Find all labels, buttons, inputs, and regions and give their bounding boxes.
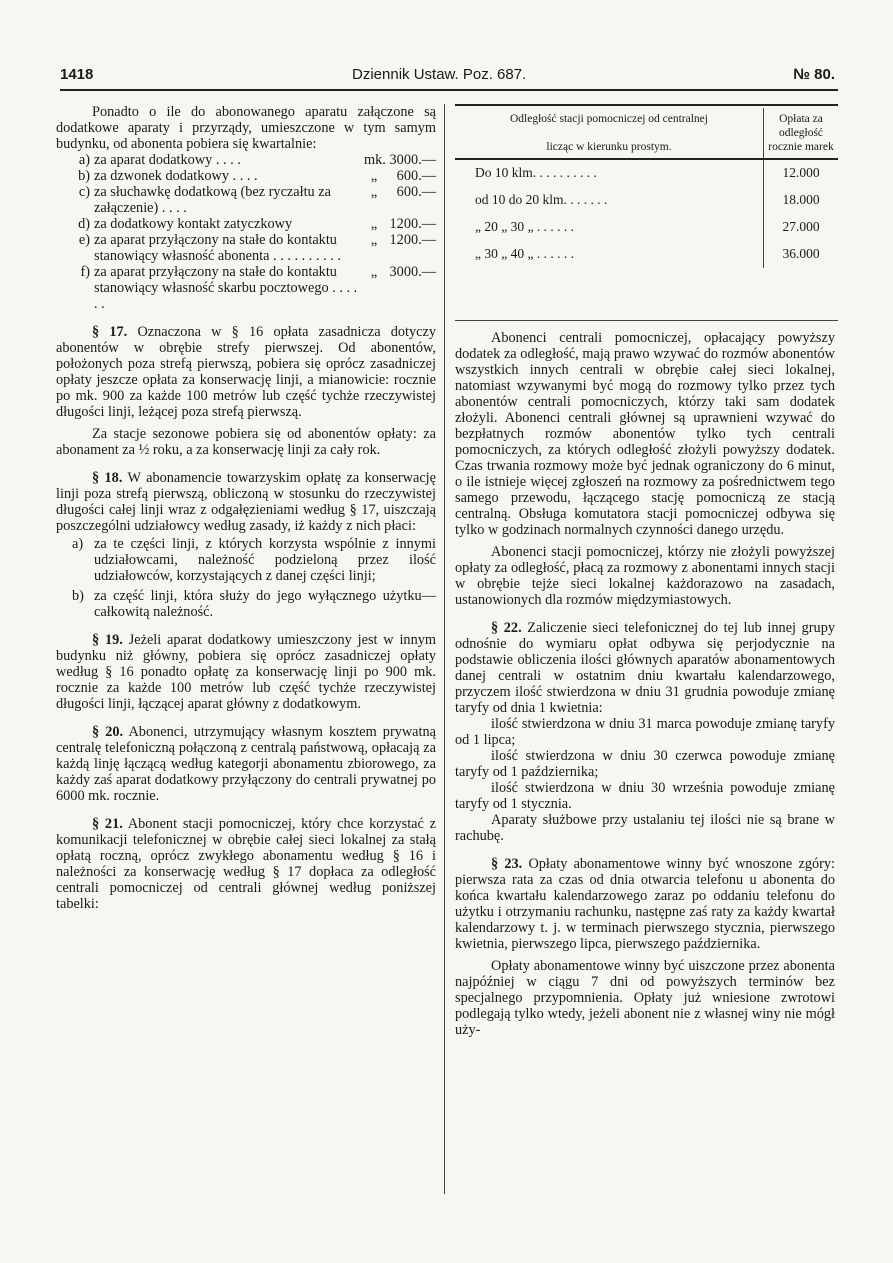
table-top-rule	[455, 104, 838, 106]
list-item: ilość stwierdzona w dniu 30 września powoduje zmianę taryfy od 1 stycznia.	[455, 780, 835, 812]
fee-item: b) za dzwonek dodatkowy . . . . „ 600.—	[78, 168, 436, 184]
journal-title: Dziennik Ustaw. Poz. 687.	[352, 66, 527, 83]
intro-paragraph: Ponadto o ile do abonowanego aparatu załączone są dodatkowe aparaty i przyrządy, umieszczone w tym samym budynku, od abonenta pobiera się kwartalnie:	[56, 104, 436, 152]
table-row: Do 10 klm. . . . . . . . . . 12.000	[455, 159, 838, 187]
section-17: § 17. Oznaczona w § 16 opłata zasadnicza dotyczy abonentów w obrębie strefy pierwszej. Od abonentów, położonych poza strefą pierwszą, pobiera się oprócz zasadniczej opłaty jeszcze opłata za konserwację linji, a mianowicie: rocznie po mk. 900 za każde 100 metrów lub część tychże rzeczywistej długości linji, leżącej poza strefą pierwszą.	[56, 324, 437, 420]
list-item: b) za część linji, która służy do jego wyłącznego użytku—całkowitą należność.	[72, 588, 436, 620]
fee-item: e) za aparat przyłączony na stałe do kontaktu stanowiący własność abonenta . . . . . . . . . . „ 1200.—	[78, 232, 436, 264]
page-header	[60, 66, 835, 88]
issue-number: № 80.	[793, 66, 835, 83]
fee-item: a) za aparat dodatkowy . . . . mk. 3000.—	[78, 152, 436, 168]
fee-item: c) za słuchawkę dodatkową (bez ryczałtu za załączenie) . . . . „ 600.—	[78, 184, 436, 216]
section-22: § 22. Zaliczenie sieci telefonicznej do tej lub innej grupy odnośnie do wymiaru opłat odbywa się perjodycznie na podstawie obliczenia ilości głównych aparatów abonamentowych danej centrali w ostatnim dniu kwartału kalendarzowego, przyczem ilość stwierdzona w dniu 31 grudnia powoduje zmianę taryfy od dnia 1 kwietnia:	[455, 620, 835, 716]
section-18-items	[56, 536, 436, 620]
section-21: § 21. Abonent stacji pomocniczej, który chce korzystać z komunikacji telefonicznej w obrębie całej sieci lokalnej za stałą opłatą roczną, oprócz zwykłego abonamentu według § 16 i należności za konserwację według § 17 dopłaca za odległość centrali pomocniczej od centrali głównej według poniższej tabelki:	[56, 816, 436, 912]
paragraph: Abonenci centrali pomocniczej, opłacający powyższy dodatek za odległość, mają prawo wzywać do rozmów abonentów wszystkich innych centrali w obrębie całej sieci lokalnej, natomiast wzywanymi być mogą do rozmowy tylko przez tych abonentów centrali pomocniczych, którzy taki sam dodatek złożyli. Abonenci centrali głównej są uprawnieni wzywać do bezpłatnych rozmów abonentów tylko tych centrali pomocniczych, za których odległość złożyli powyższy dodatek. Czas trwania rozmowy może być jednak ograniczony do 6 minut, o ile istnieje więcej zgłoszeń na rozmowy za pośrednictwem tego samego przewodu, łączącego stację pomocniczą ze stacją centralną. Obsługa komutatora stacji pomocniczej odbywa się tylko w godzinach normalnych czynności danego urzędu.	[455, 330, 835, 538]
section-18: § 18. W abonamencie towarzyskim opłatę za konserwację linji poza strefą pierwszą, obliczoną w stosunku do rzeczywistej długości całej linji wraz z odgałęzieniami według § 17, uiszczają poszczególni udziałowcy według zasady, iż każdy z nich płaci:	[56, 470, 436, 534]
column-divider	[444, 104, 445, 1194]
fee-item: d) za dodatkowy kontakt zatyczkowy „ 1200.—	[78, 216, 436, 232]
header-rule	[60, 89, 838, 91]
table-row: „ 30 „ 40 „ . . . . . . 36.000	[455, 241, 838, 268]
fee-item: f) za aparat przyłączony na stałe do kontaktu stanowiący własność skarbu pocztowego . . . . . . „ 3000.—	[80, 264, 436, 312]
page-number: 1418	[60, 66, 94, 83]
paragraph: Opłaty abonamentowe winny być uiszczone przez abonenta najpóźniej w ciągu 7 dni od powyższych terminów bez specjalnego przypomnienia. Opłaty już wniesione zwrotowi podlegają tylko wtedy, jeżeli abonent nie z własnej winy nie mógł uży-	[455, 958, 835, 1038]
section-17-p2: Za stacje sezonowe pobiera się od abonentów opłaty: za abonament za ½ roku, a za konserwację linji za cały rok.	[56, 426, 436, 458]
left-column	[56, 104, 436, 912]
list-item: ilość stwierdzona w dniu 31 marca powoduje zmianę taryfy od 1 lipca;	[455, 716, 835, 748]
list-item: a) za te części linji, z których korzysta wspólnie z innymi udziałowcami, należność podzieloną przez ilość udziałowców, korzystających z danej części linji;	[72, 536, 436, 584]
section-23: § 23. Opłaty abonamentowe winny być wnoszone zgóry: pierwsza rata za czas od dnia otwarcia telefonu u abonenta do końca kwartału kalendarzowego zaraz po oddaniu telefonu do użytku i otrzymaniu rachunku, następne zaś raty za każdy kwartał kalendarzowy t. j. w terminach pierwszego stycznia, pierwszego kwietnia, pierwszego lipca, pierwszego października.	[455, 856, 836, 952]
paragraph: Abonenci stacji pomocniczej, którzy nie złożyli powyższej opłaty za odległość, płacą za rozmowy z abonentami innych stacji w obrębie tejże sieci lokalnej każdorazowo na zasadach, ustanowionych dla rozmów międzymiastowych.	[455, 544, 835, 608]
table-header-fee: Opłata za odległość rocznie marek	[764, 108, 839, 159]
section-20: § 20. Abonenci, utrzymujący własnym kosztem prywatną centralę telefoniczną połączoną z centralą państwową, opłacają za każdą linję łączącą według kategorji abonamentu zbiorowego, za każdy zaś aparat dodatkowy przyłączony do centrali prywatnej po 6000 mk. rocznie.	[56, 724, 436, 804]
table-header-distance: Odległość stacji pomocniczej od centralnej licząc w kierunku prostym.	[455, 108, 764, 159]
list-item: ilość stwierdzona w dniu 30 czerwca powoduje zmianę taryfy od 1 października;	[455, 748, 835, 780]
fee-list	[56, 152, 436, 312]
table-bottom-rule	[455, 320, 838, 321]
section-19: § 19. Jeżeli aparat dodatkowy umieszczony jest w innym budynku niż główny, pobiera się oprócz zasadniczej opłaty według § 16 ponadto opłatę za konserwację linji po 900 mk. rocznie za każde 100 metrów lub część tychże rzeczywistej długości linji, łączącej aparat główny z dodatkowym.	[56, 632, 437, 712]
table-row: od 10 do 20 klm. . . . . . . 18.000	[455, 187, 838, 214]
right-column	[455, 330, 835, 1038]
table-row: „ 20 „ 30 „ . . . . . . 27.000	[455, 214, 838, 241]
distance-fee-table	[455, 108, 838, 268]
paragraph: Aparaty służbowe przy ustalaniu tej ilości nie są brane w rachubę.	[455, 812, 835, 844]
